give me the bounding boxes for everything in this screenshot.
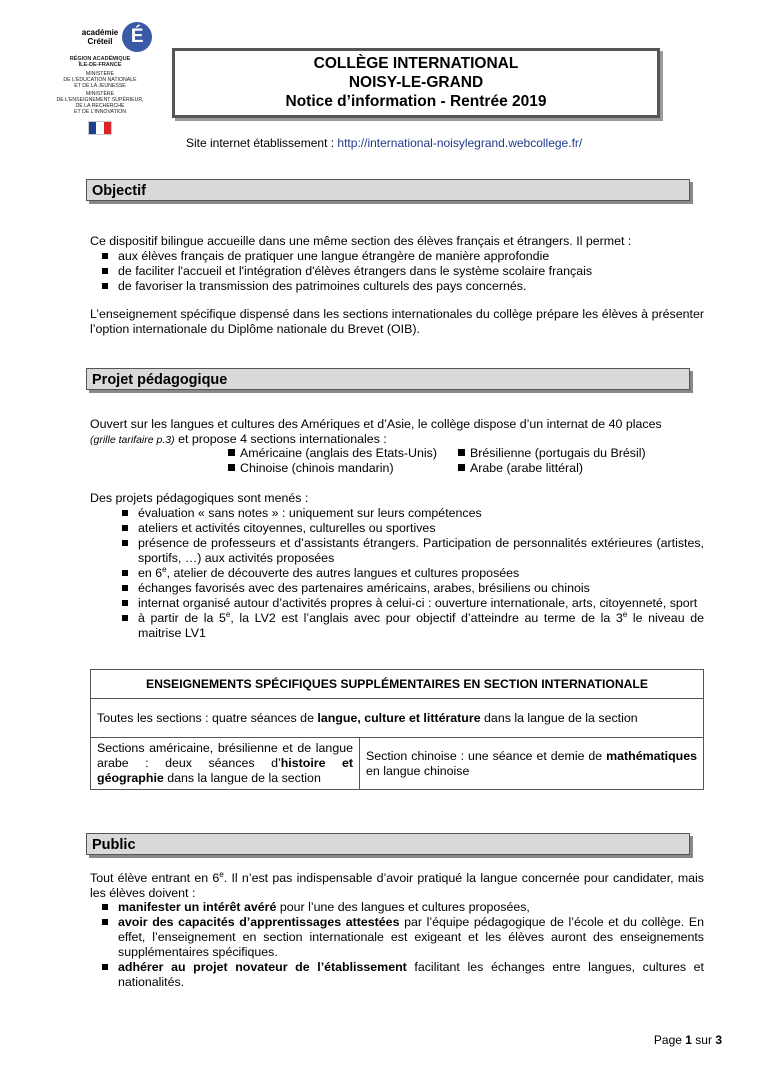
logo-min1-line2: DE L'ÉDUCATION NATIONALE: [63, 77, 137, 83]
academie-emblem-icon: É: [122, 22, 152, 52]
logo-min1-line3: ET DE LA JEUNESSE: [74, 83, 126, 89]
list-item: de favoriser la transmission des patrimoines culturels des pays concernés.: [118, 279, 708, 294]
projets-intro: Des projets pédagogiques sont menés :: [90, 491, 309, 505]
list-item: aux élèves français de pratiquer une langue étrangère de manière approfondie: [118, 249, 708, 264]
projet-intro: Ouvert sur les langues et cultures des Amériques et d’Asie, le collège dispose d’un internat de 40 places (grille tarifaire p.3) et propose 4 sections internationales :: [90, 417, 662, 446]
page-number: Page 1 sur 3: [653, 1033, 722, 1047]
table-row-all-sections: Toutes les sections : quatre séances de langue, culture et littérature dans la langue de la section: [91, 699, 704, 738]
title-line1: COLLÈGE INTERNATIONAL: [313, 55, 519, 72]
list-item: manifester un intérêt avéré pour l’une des langues et cultures proposées,: [118, 900, 704, 915]
site-link[interactable]: http://international-noisylegrand.webcollege.fr/: [337, 136, 583, 150]
list-item: internat organisé autour d’activités propres à celui-ci : ouverture internationale, arts, citoyenneté, sport: [138, 596, 704, 611]
list-item: présence de professeurs et d’assistants étrangers. Participation de personnalités extérieures (artistes, sportifs, …) aux activités proposées: [138, 536, 704, 566]
academie-logo: [44, 22, 156, 137]
logo-region-line1: RÉGION ACADÉMIQUE: [69, 56, 131, 62]
list-item: ateliers et activités citoyennes, culturelles ou sportives: [138, 521, 704, 536]
french-flag-icon: [88, 121, 112, 135]
title-line3: Notice d’information - Rentrée 2019: [285, 93, 547, 110]
logo-min2-line4: ET DE L'INNOVATION: [73, 109, 126, 115]
objectif-intro: Ce dispositif bilingue accueille dans une même section des élèves français et étrangers. Il permet :: [90, 234, 632, 248]
section-bresilienne: Brésilienne (portugais du Brésil): [458, 446, 646, 460]
site-line: [186, 136, 582, 150]
list-item: avoir des capacités d’apprentissages attestées par l’équipe pédagogique de l’école et du collège. En effet, l’enseignement en section internationale est exigeant et les élèves auront des enseignements supplémentaires spécifiques.: [118, 915, 704, 960]
section-arabe: Arabe (arabe littéral): [458, 461, 583, 475]
logo-min1-line1: MINISTÈRE: [85, 71, 115, 77]
logo-region-line2: ÎLE-DE-FRANCE: [78, 62, 122, 68]
logo-min2-line2: DE L'ENSEIGNEMENT SUPÉRIEUR,: [56, 97, 144, 103]
table-header: ENSEIGNEMENTS SPÉCIFIQUES SUPPLÉMENTAIRES EN SECTION INTERNATIONALE: [91, 670, 704, 699]
section-header-projet: Projet pédagogique: [86, 368, 690, 390]
table-cell-maths: Section chinoise : une séance et demie de mathématiques en langue chinoise: [360, 738, 704, 790]
objectif-list: [118, 249, 708, 294]
public-list: [118, 900, 704, 990]
list-item: échanges favorisés avec des partenaires américains, arabes, brésiliens ou chinois: [138, 581, 704, 596]
section-header-public: Public: [86, 833, 690, 855]
list-item: à partir de la 5e, la LV2 est l’anglais avec pour objectif d’atteindre au terme de la 3e le niveau de maitrise LV1: [138, 611, 704, 641]
enseignements-table: [90, 669, 704, 790]
logo-min2-line1: MINISTÈRE: [85, 91, 115, 97]
section-americaine: Américaine (anglais des Etats-Unis): [228, 446, 437, 460]
title-line2: NOISY-LE-GRAND: [348, 74, 484, 91]
logo-min2-line3: DE LA RECHERCHE: [75, 103, 125, 109]
section-chinoise: Chinoise (chinois mandarin): [228, 461, 394, 475]
logo-creteil: Créteil: [87, 37, 113, 46]
document-title-box: [172, 48, 660, 118]
tarif-note: (grille tarifaire p.3): [90, 434, 175, 446]
section-header-objectif: Objectif: [86, 179, 690, 201]
list-item: évaluation « sans notes » : uniquement sur leurs compétences: [138, 506, 704, 521]
objectif-paragraph: L’enseignement spécifique dispensé dans les sections internationales du collège prépare les élèves à présenter l’option internationale du Diplôme nationale du Brevet (OIB).: [90, 307, 704, 336]
list-item: de faciliter l'accueil et l'intégration d'élèves étrangers dans le système scolaire français: [118, 264, 708, 279]
public-intro: Tout élève entrant en 6e. Il n’est pas indispensable d’avoir pratiqué la langue concernée pour candidater, mais les élèves doivent :: [90, 869, 705, 900]
logo-academie: académie: [81, 28, 119, 37]
list-item: adhérer au projet novateur de l’établissement facilitant les échanges entre langues, cultures et nationalités.: [118, 960, 704, 990]
list-item: en 6e, atelier de découverte des autres langues et cultures proposées: [138, 566, 704, 581]
projets-list: [138, 506, 704, 641]
site-label: Site internet établissement :: [186, 136, 338, 150]
table-cell-histoire: Sections américaine, brésilienne et de langue arabe : deux séances d’histoire et géographie dans la langue de la section: [91, 738, 360, 790]
